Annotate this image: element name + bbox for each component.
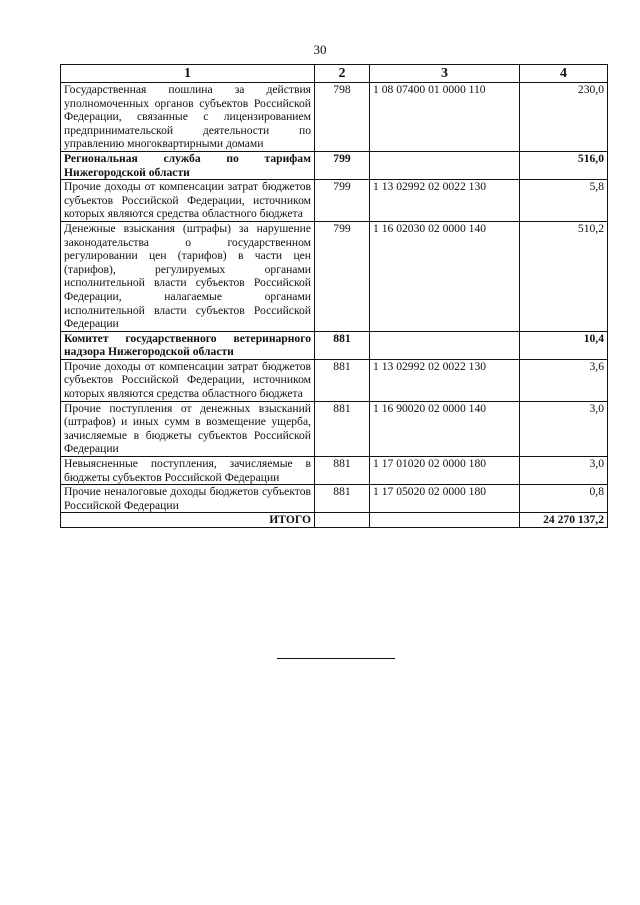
row-name: Денежные взыскания (штрафы) за нарушение законодательства о государственном регулировании цен (тарифов) в части цен (тарифов), регулируемых органами исполнительной власти субъектов Российской Федерации, налагаемые органами исполнительной власти субъектов Российской Федерации [61,221,315,331]
row-kbk-code: 1 13 02992 02 0022 130 [370,359,520,401]
row-kbk-code [370,151,520,179]
row-name: Региональная служба по тарифам Нижегородской области [61,151,315,179]
row-amount: 516,0 [520,151,608,179]
row-amount: 3,6 [520,359,608,401]
row-name: Прочие поступления от денежных взысканий (штрафов) и иных сумм в возмещение ущерба, зачисляемые в бюджеты субъектов Российской Федерации [61,401,315,456]
row-admin-code: 881 [315,359,370,401]
row-name: Прочие неналоговые доходы бюджетов субъектов Российской Федерации [61,485,315,513]
table-row [61,485,608,513]
end-rule [277,658,395,659]
header-col-1: 1 [61,65,315,83]
row-name: Прочие доходы от компенсации затрат бюджетов субъектов Российской Федерации, источником которых являются средства областного бюджета [61,180,315,222]
row-kbk-code: 1 16 90020 02 0000 140 [370,401,520,456]
row-name: Государственная пошлина за действия уполномоченных органов субъектов Российской Федерации, связанные с лицензированием предпринимательской деятельности по управлению многоквартирными домами [61,83,315,152]
table-header-row [61,65,608,83]
row-amount: 3,0 [520,457,608,485]
row-kbk-code [370,331,520,359]
row-amount: 5,8 [520,180,608,222]
row-admin-code: 799 [315,151,370,179]
row-admin-code: 799 [315,221,370,331]
table-row [61,457,608,485]
revenue-table [60,64,608,528]
header-col-4: 4 [520,65,608,83]
row-admin-code: 881 [315,457,370,485]
table-row-agency [61,151,608,179]
row-name: Невыясненные поступления, зачисляемые в бюджеты субъектов Российской Федерации [61,457,315,485]
row-kbk-code: 1 16 02030 02 0000 140 [370,221,520,331]
row-kbk-code: 1 17 01020 02 0000 180 [370,457,520,485]
page-number: 30 [313,42,327,57]
row-amount: 0,8 [520,485,608,513]
table-row [61,401,608,456]
row-kbk-code: 1 13 02992 02 0022 130 [370,180,520,222]
row-amount: 510,2 [520,221,608,331]
row-amount: 10,4 [520,331,608,359]
total-kbk-cell [370,513,520,528]
row-amount: 230,0 [520,83,608,152]
row-kbk-code: 1 08 07400 01 0000 110 [370,83,520,152]
header-col-2: 2 [315,65,370,83]
table-row [61,221,608,331]
row-admin-code: 881 [315,485,370,513]
table-row [61,83,608,152]
row-amount: 3,0 [520,401,608,456]
total-label: ИТОГО [61,513,315,528]
row-name: Комитет государственного ветеринарного надзора Нижегородской области [61,331,315,359]
header-col-3: 3 [370,65,520,83]
row-admin-code: 798 [315,83,370,152]
table-row [61,180,608,222]
total-row [61,513,608,528]
row-admin-code: 881 [315,401,370,456]
row-kbk-code: 1 17 05020 02 0000 180 [370,485,520,513]
table-row-agency [61,331,608,359]
row-name: Прочие доходы от компенсации затрат бюджетов субъектов Российской Федерации, источником которых являются средства областного бюджета [61,359,315,401]
total-amount: 24 270 137,2 [520,513,608,528]
table-row [61,359,608,401]
total-admin-cell [315,513,370,528]
row-admin-code: 881 [315,331,370,359]
row-admin-code: 799 [315,180,370,222]
